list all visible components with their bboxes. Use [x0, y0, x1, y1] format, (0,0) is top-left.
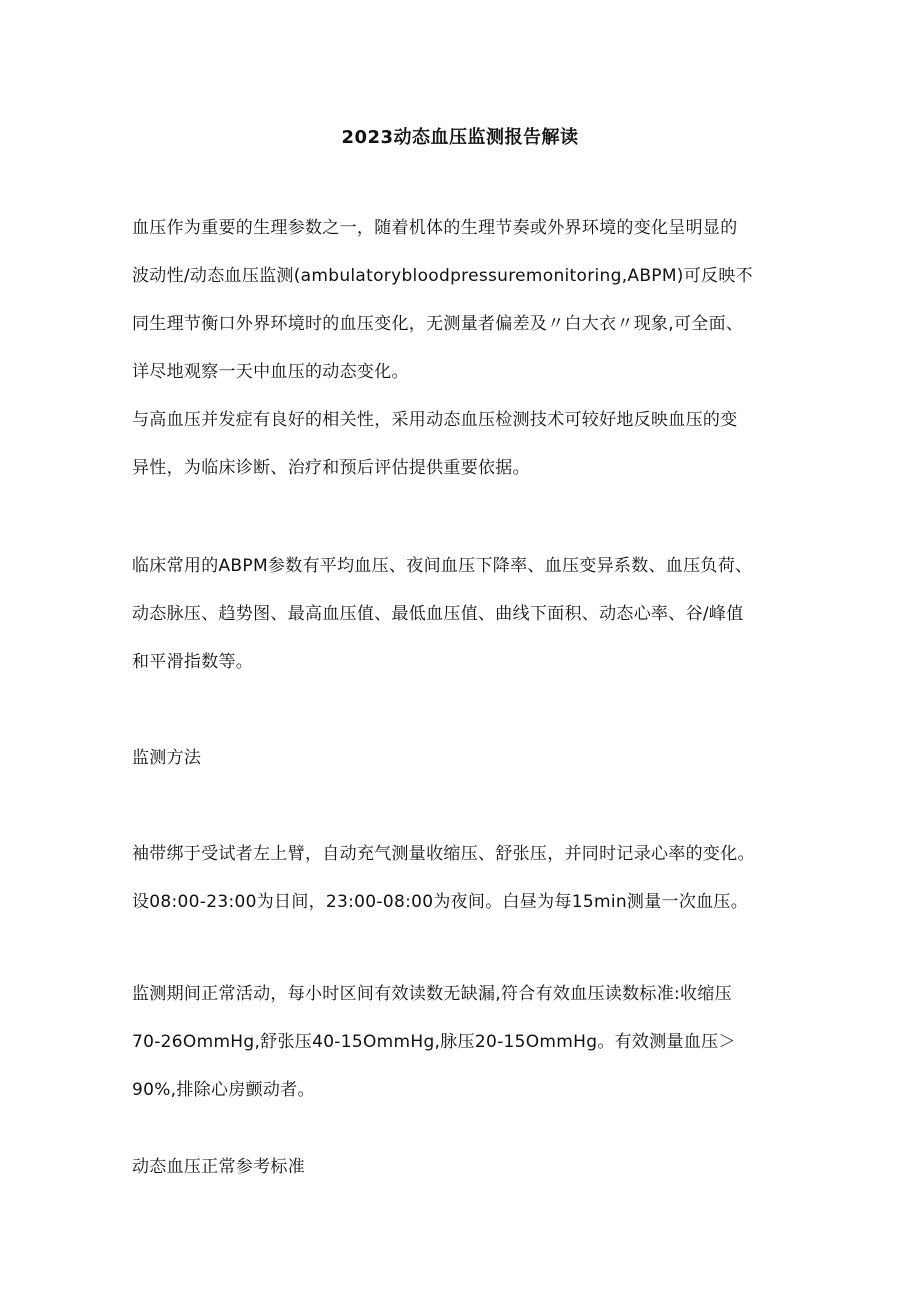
- section-heading-monitoring-method: 监测方法: [132, 748, 202, 768]
- document-title: 2023动态血压监测报告解读: [341, 127, 579, 148]
- paragraph-cuff-procedure: 袖带绑于受试者左上臂，自动充气测量收缩压、舒张压，并同时记录心率的变化。 设08:00-23:00为日间，23:00-08:00为夜间。白昼为每15min测量一次血压。: [132, 844, 755, 912]
- paragraph-bp-introduction: 血压作为重要的生理参数之一，随着机体的生理节奏或外界环境的变化呈明显的 波动性/动态血压监测(ambulatorybloodpressuremonitoring,ABPM)可反映不 同生理节衡口外界环境时的血压变化，无测量者偏差及〃白大衣〃现象,可全面、 详尽地观察一天中血压的动态变化。: [132, 218, 753, 382]
- paragraph-abpm-parameters: 临床常用的ABPM参数有平均血压、夜间血压下降率、血压变异系数、血压负荷、 动态脉压、趋势图、最高血压值、最低血压值、曲线下面积、动态心率、谷/峰值 和平滑指数等。: [132, 556, 753, 672]
- paragraph-clinical-relevance: 与高血压并发症有良好的相关性，采用动态血压检测技术可较好地反映血压的变 异性，为临床诊断、治疗和预后评估提供重要依据。: [132, 410, 738, 478]
- section-heading-reference-standard: 动态血压正常参考标准: [132, 1157, 305, 1177]
- paragraph-valid-readings-criteria: 监测期间正常活动，每小时区间有效读数无缺漏,符合有效血压读数标准:收缩压 70-26OmmHg,舒张压40-15OmmHg,脉压20-15OmmHg。有效测量血压＞ 90%,排除心房颤动者。: [132, 984, 736, 1100]
